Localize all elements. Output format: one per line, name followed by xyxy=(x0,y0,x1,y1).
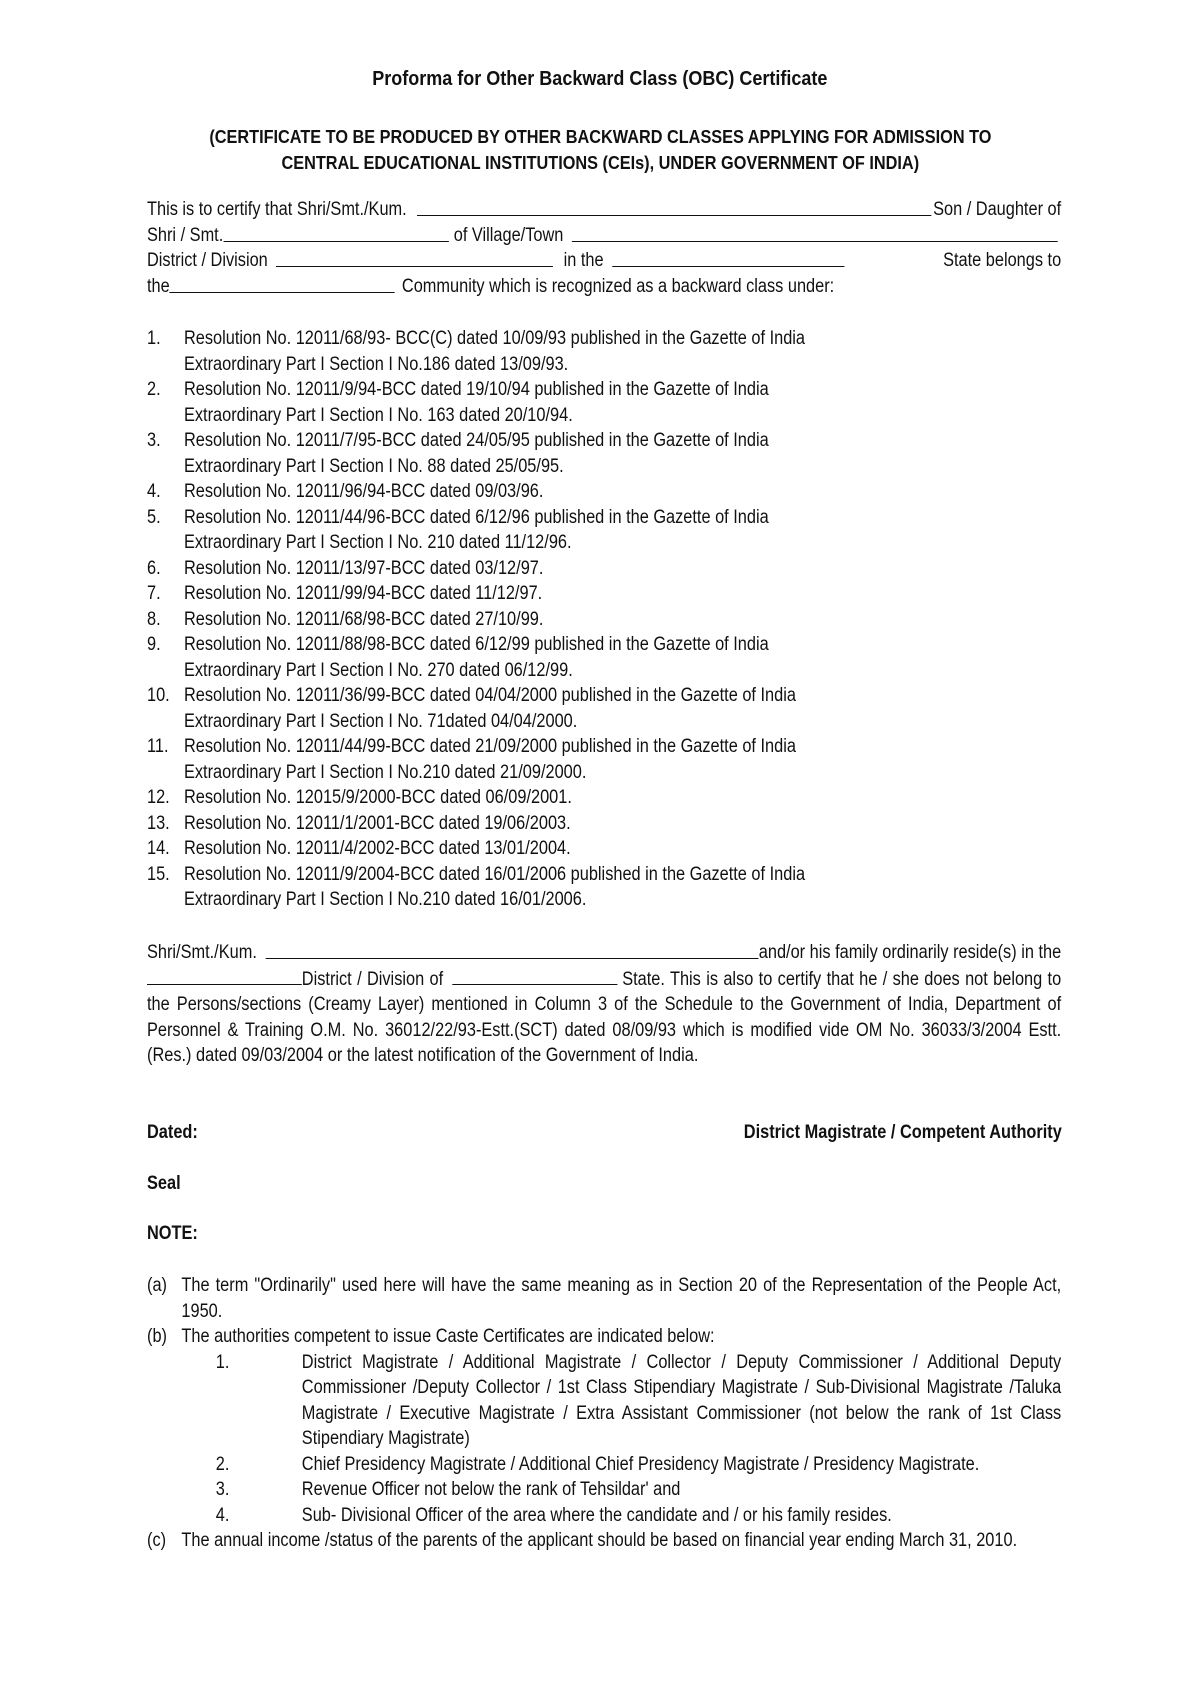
resolution-number: 2. xyxy=(147,379,161,400)
subtitle-line-1: (CERTIFICATE TO BE PRODUCED BY OTHER BACKWARD CLASSES APPLYING FOR ADMISSION TO xyxy=(208,126,992,147)
resolution-number: 9. xyxy=(147,634,161,655)
residence-line-1: Shri/Smt./Kum. and/or his family ordinarily reside(s) in the xyxy=(147,942,1062,963)
resolution-number: 8. xyxy=(147,608,161,630)
cert-line-3: District / Division in the State belongs to xyxy=(147,250,1062,271)
authority-number: 4. xyxy=(215,1504,230,1526)
resolution-item xyxy=(147,607,1061,633)
resolution-gazette-text: Extraordinary Part I Section I No.210 dated 21/09/2000. xyxy=(183,761,587,783)
authority-item xyxy=(216,1477,1061,1503)
resolution-item xyxy=(147,581,1061,607)
resolution-gazette-text: Extraordinary Part I Section I No. 71dated 04/04/2000. xyxy=(183,710,578,732)
resolution-text: Resolution No. 12011/4/2002-BCC dated 13/01/2004. xyxy=(183,838,571,859)
resolution-number: 5. xyxy=(147,506,161,528)
note-heading: NOTE: xyxy=(147,1223,198,1244)
resolution-text: Resolution No. 12011/68/98-BCC dated 27/10/99. xyxy=(183,608,544,630)
note-a: (a) The term "Ordinarily" used here will have the same meaning as in Section 20 of the Representation of the People Act, 1950. xyxy=(147,1275,1062,1322)
authority-text: Revenue Officer not below the rank of Tehsildar' and xyxy=(301,1479,681,1500)
resolution-item xyxy=(147,836,1061,862)
authority-text: Sub- Divisional Officer of the area where the candidate and / or his family resides. xyxy=(301,1504,892,1526)
resolution-number: 15. xyxy=(147,863,170,885)
parent-name-blank xyxy=(223,223,448,242)
cert-line-2: Shri / Smt. of Village/Town xyxy=(147,223,1061,249)
resolution-text: Resolution No. 12011/96/94-BCC dated 09/03/96. xyxy=(183,481,544,502)
resolution-item xyxy=(147,556,1061,582)
resolution-text: Resolution No. 12011/44/96-BCC dated 6/12/96 published in the Gazette of India xyxy=(183,506,769,528)
resolution-number: 3. xyxy=(147,430,161,451)
resolution-item xyxy=(147,326,1061,377)
authority-item xyxy=(216,1452,1061,1478)
resolution-item xyxy=(147,377,1061,428)
resolution-gazette-text: Extraordinary Part I Section I No. 163 dated 20/10/94. xyxy=(183,404,573,426)
cert-line-4: the Community which is recognized as a backward class under: xyxy=(147,275,835,297)
resolution-item xyxy=(147,683,1061,734)
note-b: (b) The authorities competent to issue Caste Certificates are indicated below: xyxy=(147,1326,715,1347)
state-blank xyxy=(612,248,844,267)
resolution-gazette-text: Extraordinary Part I Section I No. 210 dated 11/12/96. xyxy=(183,532,572,553)
resolution-number: 6. xyxy=(147,557,161,579)
resolution-number: 14. xyxy=(147,838,170,859)
resolution-text: Resolution No. 12011/99/94-BCC dated 11/12/97. xyxy=(183,583,543,604)
resolution-number: 13. xyxy=(147,812,170,834)
residence-state-blank xyxy=(452,966,617,985)
resolution-text: Resolution No. 12011/7/95-BCC dated 24/05/95 published in the Gazette of India xyxy=(183,430,769,451)
subtitle-line-2: CENTRAL EDUCATIONAL INSTITUTIONS (CEIs), UNDER GOVERNMENT OF INDIA) xyxy=(281,152,919,173)
authority-label: District Magistrate / Competent Authority xyxy=(743,1122,1062,1143)
resolution-number: 7. xyxy=(147,583,161,604)
resolution-item xyxy=(147,428,1061,479)
resolution-text: Resolution No. 12011/9/2004-BCC dated 16/01/2006 published in the Gazette of India xyxy=(183,863,806,885)
residence-district-blank xyxy=(147,966,302,985)
resolution-number: 4. xyxy=(147,481,161,502)
resolution-number: 10. xyxy=(147,685,170,706)
seal-label: Seal xyxy=(147,1173,181,1194)
resolution-text: Resolution No. 12011/36/99-BCC dated 04/04/2000 published in the Gazette of India xyxy=(183,685,796,706)
dated-label: Dated: xyxy=(147,1122,198,1143)
cert-line-1: This is to certify that Shri/Smt./Kum. Son / Daughter of xyxy=(147,199,1062,220)
resolution-gazette-text: Extraordinary Part I Section I No. 270 dated 06/12/99. xyxy=(183,659,573,681)
resolution-item xyxy=(147,479,1061,505)
residence-body: District / Division of State. This is also to certify that he / she does not belong to the Persons/sections (Creamy Layer) mentioned in Column 3 of the Schedule to the Government of India, Department of Personnel & Training O.M. No. 36012/22/93-Estt.(SCT) dated 08/09/93 which is modified vide OM No. 36033/3/2004 Estt. (Res.) dated 09/03/2004 or the latest notification of the Government of India. xyxy=(147,966,1061,1069)
resolution-text: Resolution No. 12011/44/99-BCC dated 21/09/2000 published in the Gazette of India xyxy=(183,736,796,757)
resolution-item xyxy=(147,734,1061,785)
community-blank xyxy=(170,274,395,293)
resolution-item xyxy=(147,862,1061,913)
resolution-item xyxy=(147,505,1061,556)
resolution-item xyxy=(147,785,1061,811)
resolution-text: Resolution No. 12011/13/97-BCC dated 03/12/97. xyxy=(183,557,544,579)
resolution-number: 11. xyxy=(147,736,169,757)
name-blank xyxy=(417,197,931,216)
resolution-list xyxy=(147,326,1061,913)
authority-number: 2. xyxy=(215,1453,230,1475)
authority-number: 1. xyxy=(215,1351,230,1373)
resolution-gazette-text: Extraordinary Part I Section I No. 88 dated 25/05/95. xyxy=(183,455,564,477)
district-blank xyxy=(276,248,553,267)
resolution-number: 12. xyxy=(147,787,170,808)
resolution-gazette-text: Extraordinary Part I Section I No.210 dated 16/01/2006. xyxy=(183,889,587,910)
authority-text: Chief Presidency Magistrate / Additional Chief Presidency Magistrate / Presidency Magistrate. xyxy=(301,1453,980,1475)
authority-item xyxy=(216,1350,1061,1452)
resolution-item xyxy=(147,811,1061,837)
resolution-text: Resolution No. 12011/1/2001-BCC dated 19/06/2003. xyxy=(183,812,571,834)
authority-text: District Magistrate / Additional Magistrate / Collector / Deputy Commissioner / Additional Deputy Commissioner /Deputy Collector / 1st Class Stipendiary Magistrate / Sub-Divisional Magistrate /Taluka Magistrate / Executive Magistrate / Extra Assistant Commissioner (not below the rank of 1st Class Stipendiary Magistrate) xyxy=(301,1351,1062,1449)
authority-item xyxy=(216,1503,1061,1529)
note-c: (c) The annual income /status of the parents of the applicant should be based on financial year ending March 31, 2010. xyxy=(147,1530,1018,1551)
document-title: Proforma for Other Backward Class (OBC) Certificate xyxy=(372,68,828,90)
document-subtitle xyxy=(0,124,1200,176)
resident-name-blank xyxy=(265,940,758,959)
authority-list xyxy=(147,1350,1061,1529)
resolution-text: Resolution No. 12011/88/98-BCC dated 6/12/99 published in the Gazette of India xyxy=(183,634,769,655)
resolution-text: Resolution No. 12011/68/93- BCC(C) dated 10/09/93 published in the Gazette of India xyxy=(183,328,806,349)
authority-number: 3. xyxy=(215,1479,230,1500)
village-blank xyxy=(572,223,1058,242)
resolution-text: Resolution No. 12011/9/94-BCC dated 19/10/94 published in the Gazette of India xyxy=(183,379,769,400)
residence-paragraph xyxy=(147,940,1061,1069)
notes-section xyxy=(147,1273,1061,1554)
resolution-text: Resolution No. 12015/9/2000-BCC dated 06/09/2001. xyxy=(183,787,572,808)
resolution-gazette-text: Extraordinary Part I Section I No.186 dated 13/09/93. xyxy=(183,353,569,375)
certificate-paragraph xyxy=(147,197,1061,299)
resolution-item xyxy=(147,632,1061,683)
resolution-number: 1. xyxy=(147,328,161,349)
